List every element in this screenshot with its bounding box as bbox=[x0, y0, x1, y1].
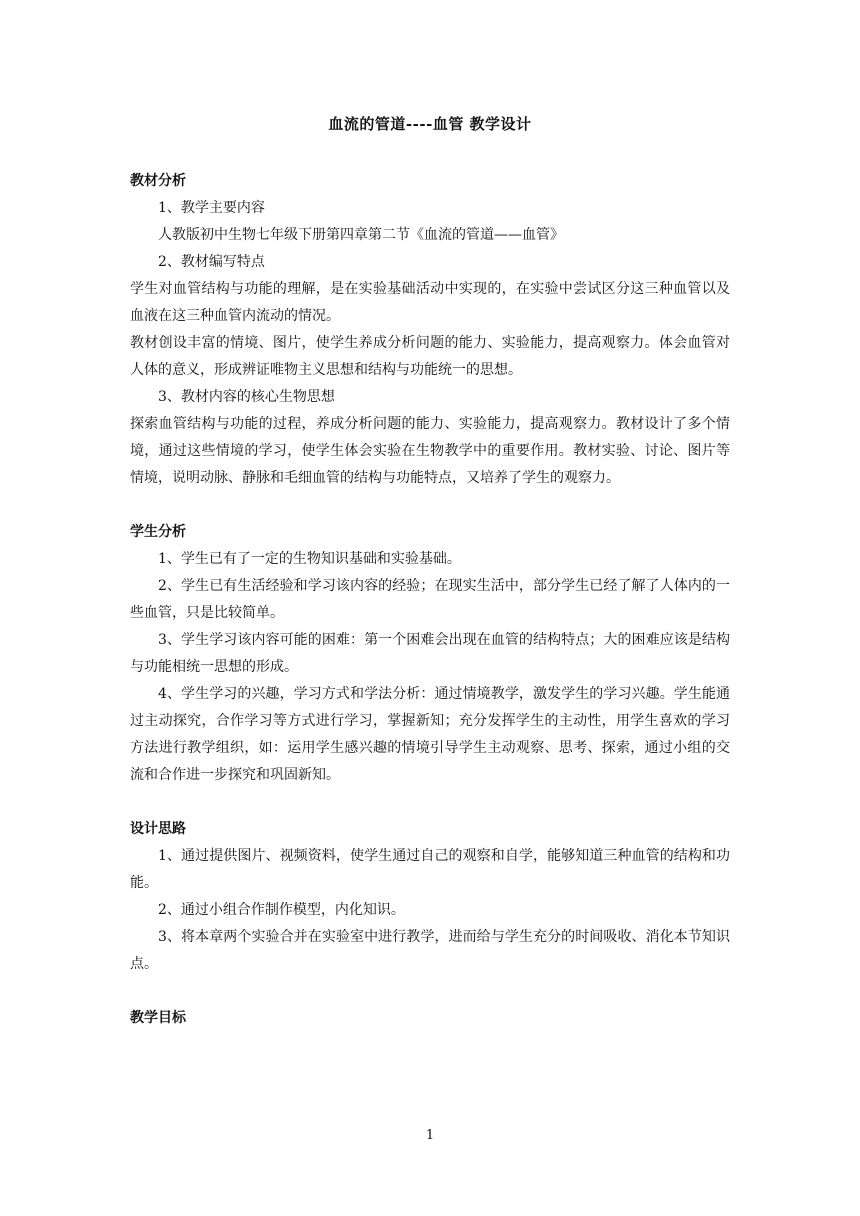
section-spacer bbox=[130, 492, 730, 519]
textbook-item1-text: 人教版初中生物七年级下册第四章第二节《血流的管道——血管》 bbox=[158, 227, 564, 243]
students-paragraph: 2、学生已有生活经验和学习该内容的经验；在现实生活中，部分学生已经了解了人体内的一些血管，只是比较简单。 bbox=[130, 578, 730, 621]
textbook-item2-label: 2、教材编写特点 bbox=[158, 254, 265, 270]
document-title: 血流的管道----血管 教学设计 bbox=[328, 115, 532, 133]
students-paragraph: 3、学生学习该内容可能的困难：第一个困难会出现在血管的结构特点；大的困难应该是结构与功能相统一思想的形成。 bbox=[130, 632, 730, 675]
textbook-item2-paragraph: 教材创设丰富的情境、图片，使学生养成分析问题的能力、实验能力，提高观察力。体会血管对人体的意义，形成辨证唯物主义思想和结构与功能统一的思想。 bbox=[130, 335, 730, 378]
section-spacer bbox=[130, 978, 730, 1005]
design-paragraph: 1、通过提供图片、视频资料，使学生通过自己的观察和自学，能够知道三种血管的结构和功能。 bbox=[130, 848, 730, 891]
textbook-item3-label: 3、教材内容的核心生物思想 bbox=[158, 389, 335, 405]
textbook-item2-paragraph: 学生对血管结构与功能的理解，是在实验基础活动中实现的，在实验中尝试区分这三种血管以及血液在这三种血管内流动的情况。 bbox=[130, 281, 730, 324]
textbook-item1-label: 1、教学主要内容 bbox=[158, 200, 265, 216]
students-paragraph: 1、学生已有了一定的生物知识基础和实验基础。 bbox=[158, 551, 461, 567]
section-heading-students: 学生分析 bbox=[130, 524, 186, 540]
design-paragraph: 3、将本章两个实验合并在实验室中进行教学，进而给与学生充分的时间吸收、消化本节知识点。 bbox=[130, 929, 730, 972]
students-paragraph: 4、学生学习的兴趣，学习方式和学法分析：通过情境教学，激发学生的学习兴趣。学生能通过主动探究，合作学习等方式进行学习，掌握新知；充分发挥学生的主动性，用学生喜欢的学习方法进行教学组织，如：运用学生感兴趣的情境引导学生主动观察、思考、探索，通过小组的交流和合作进一步探究和巩固新知。 bbox=[130, 686, 730, 783]
section-heading-textbook: 教材分析 bbox=[130, 173, 186, 189]
textbook-item3-paragraph: 探索血管结构与功能的过程，养成分析问题的能力、实验能力，提高观察力。教材设计了多个情境，通过这些情境的学习，使学生体会实验在生物教学中的重要作用。教材实验、讨论、图片等情境，说明动脉、静脉和毛细血管的结构与功能特点，又培养了学生的观察力。 bbox=[130, 416, 730, 486]
document-body bbox=[130, 168, 730, 1032]
page-number: 1 bbox=[425, 1128, 435, 1143]
section-heading-objectives: 教学目标 bbox=[130, 1010, 186, 1026]
section-heading-design: 设计思路 bbox=[130, 821, 186, 837]
section-spacer bbox=[130, 789, 730, 816]
design-paragraph: 2、通过小组合作制作模型，内化知识。 bbox=[158, 902, 405, 918]
